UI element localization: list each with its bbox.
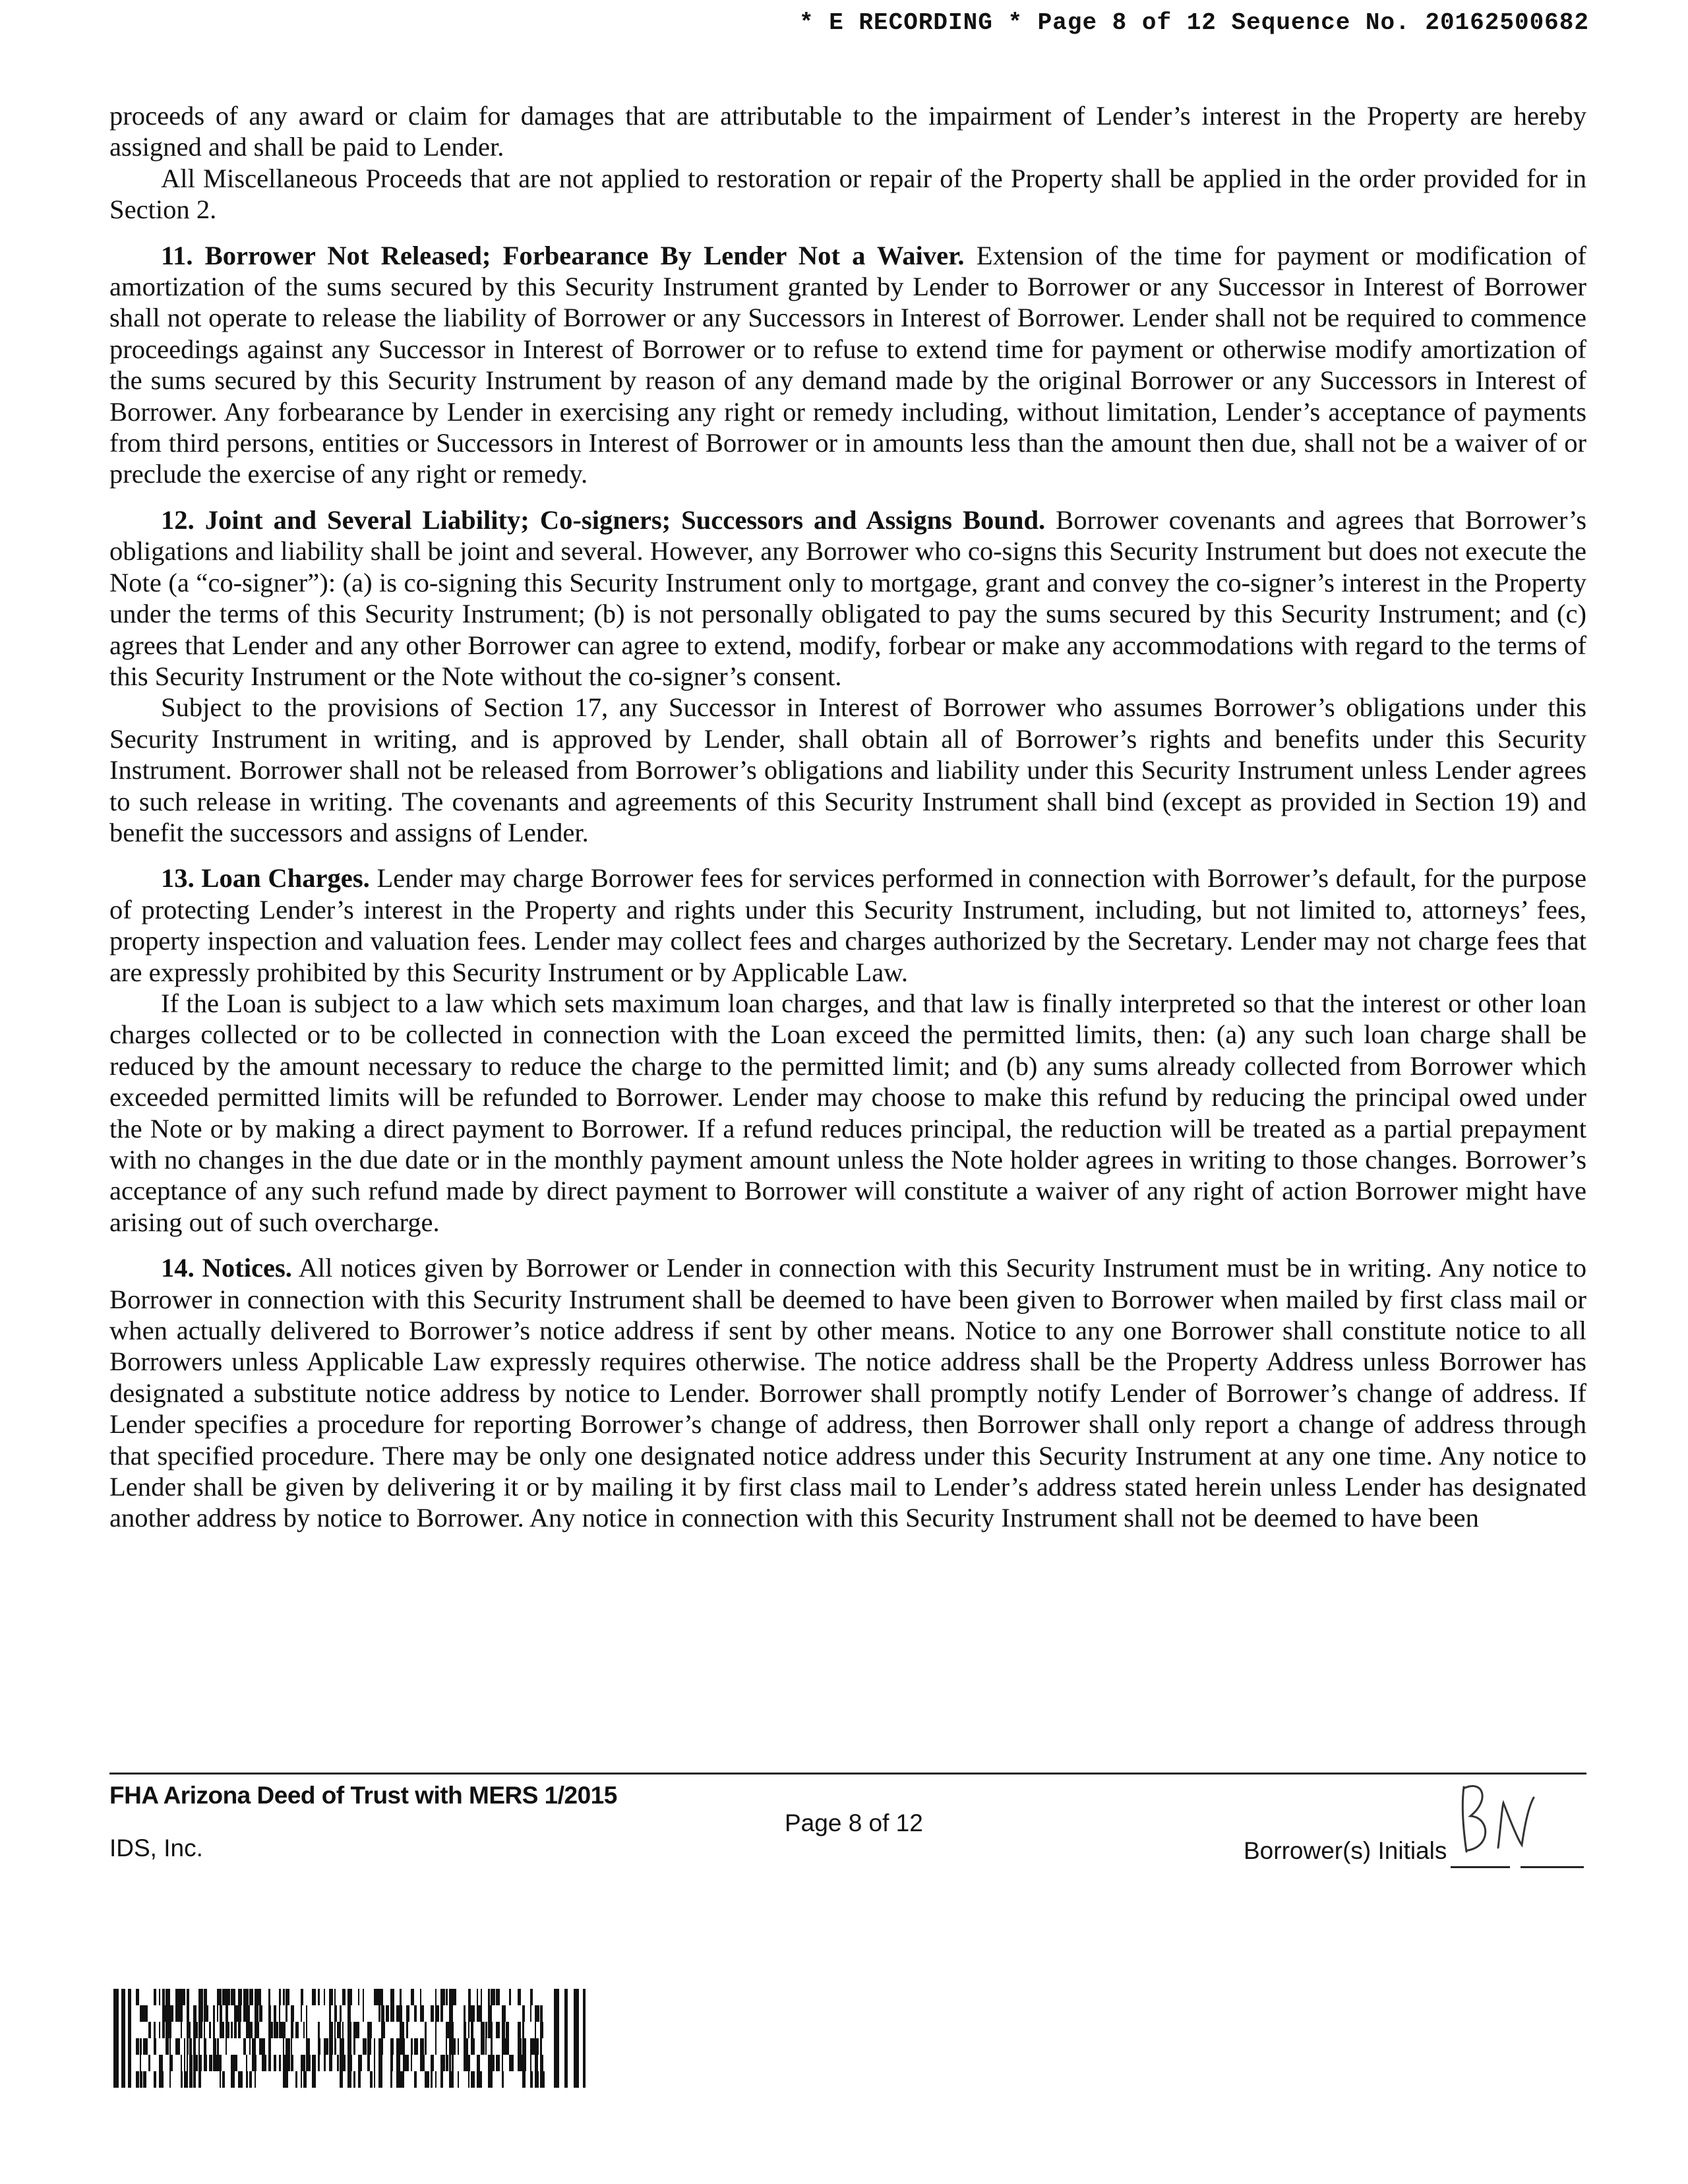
paragraph-misc-proceeds: All Miscellaneous Proceeds that are not applied to restoration or repair of the Property shall be applied in the order provided for in Section 2. (109, 163, 1586, 225)
section-11 (109, 240, 1586, 490)
company-name: IDS, Inc. (109, 1835, 203, 1862)
initials-label: Borrower(s) Initials (1244, 1837, 1447, 1864)
recording-stamp: * E RECORDING * Page 8 of 12 Sequence No. 20162500682 (799, 9, 1589, 36)
form-title: FHA Arizona Deed of Trust with MERS 1/2015 (109, 1782, 617, 1809)
initials-line-1 (1451, 1866, 1510, 1868)
document-body (109, 100, 1586, 1534)
section-12-paragraph-2: Subject to the provisions of Section 17, any Successor in Interest of Borrower who assumes Borrower’s obligations under this Security Instrument in writing, and is approved by Lender, shall obtain all of Borrower’s rights and benefits under this Security Instrument. Borrower shall not be released from Borrower’s obligations and liability under this Security Instrument unless Lender agrees to such release in writing. The covenants and agreements of this Security Instrument shall bind (except as provided in Section 19) and benefit the successors and assigns of Lender. (109, 692, 1586, 847)
initials-signature (1444, 1774, 1550, 1866)
section-11-text: Extension of the time for payment or modification of amortization of the sums secured by this Security Instrument granted by Lender to Borrower or any Successor in Interest of Borrower shall not operate to release the liability of Borrower or any Successors in Interest of Borrower. Lender shall not be required to commence proceedings against any Successor in Interest of Borrower or to refuse to extend time for payment or otherwise modify amortization of the sums secured by this Security Instrument by reason of any demand made by the original Borrower or any Successors in Interest of Borrower. Any forbearance by Lender in exercising any right or remedy including, without limitation, Lender’s acceptance of payments from third persons, entities or Successors in Interest of Borrower or in amounts less than the amount then due, shall not be a waiver of or preclude the exercise of any right or remedy. (109, 240, 1586, 489)
section-11-heading: 11. Borrower Not Released; Forbearance By Lender Not a Waiver. (161, 240, 965, 270)
section-13-paragraph-2: If the Loan is subject to a law which sets maximum loan charges, and that law is finally interpreted so that the interest or other loan charges collected or to be collected in connection with the Loan exceed the permitted limits, then: (a) any such loan charge shall be reduced by the amount necessary to reduce the charge to the permitted limit; and (b) any sums already collected from Borrower which exceeded permitted limits will be refunded to Borrower. Lender may choose to make this refund by reducing the principal owed under the Note or by making a direct payment to Borrower. If a refund reduces principal, the reduction will be treated as a partial prepayment with no changes in the due date or in the monthly payment amount unless the Note holder agrees in writing to those changes. Borrower’s acceptance of any such refund made by direct payment to Borrower will constitute a waiver of any right of action Borrower might have arising out of such overcharge. (109, 988, 1586, 1237)
section-12-text: Borrower covenants and agrees that Borrower’s obligations and liability shall be joint and several. However, any Borrower who co-signs this Security Instrument but does not execute the Note (a “co-signer”): (a) is co-signing this Security Instrument only to mortgage, grant and convey the co-signer’s interest in the Property under the terms of this Security Instrument; (b) is not personally obligated to pay the sums secured by this Security Instrument; and (c) agrees that Lender and any other Borrower can agree to extend, modify, forbear or make any accommodations with regard to the terms of this Security Instrument or the Note without the co-signer’s consent. (109, 504, 1586, 691)
footer-divider (109, 1773, 1586, 1774)
section-13 (109, 863, 1586, 988)
section-14-heading: 14. Notices. (161, 1253, 292, 1283)
section-13-heading: 13. Loan Charges. (161, 863, 370, 894)
paragraph-proceeds: proceeds of any award or claim for damages that are attributable to the impairment of Lender’s interest in the Property are hereby assigned and shall be paid to Lender. (109, 101, 1586, 162)
initials-line-2 (1521, 1866, 1584, 1868)
section-12-heading: 12. Joint and Several Liability; Co-signers; Successors and Assigns Bound. (161, 504, 1046, 535)
page-number: Page 8 of 12 (785, 1809, 923, 1836)
section-12 (109, 504, 1586, 692)
section-13-text: Lender may charge Borrower fees for services performed in connection with Borrower’s default, for the purpose of protecting Lender’s interest in the Property and rights under this Security Instrument, including, but not limited to, attorneys’ fees, property inspection and valuation fees. Lender may collect fees and charges authorized by the Secretary. Lender may not charge fees that are expressly prohibited by this Security Instrument or by Applicable Law. (109, 863, 1586, 987)
document-barcode (113, 1989, 588, 2088)
section-14 (109, 1252, 1586, 1534)
section-14-text: All notices given by Borrower or Lender in connection with this Security Instrument must be in writing. Any notice to Borrower in connection with this Security Instrument shall be deemed to have been given to Borrower when mailed by first class mail or when actually delivered to Borrower’s notice address if sent by other means. Notice to any one Borrower shall constitute notice to all Borrowers unless Applicable Law expressly requires otherwise. The notice address shall be the Property Address unless Borrower has designated a substitute notice address by notice to Lender. Borrower shall promptly notify Lender of Borrower’s change of address. If Lender specifies a procedure for reporting Borrower’s change of address, then Borrower shall only report a change of address through that specified procedure. There may be only one designated notice address under this Security Instrument at any one time. Any notice to Lender shall be given by delivering it or by mailing it by first class mail to Lender’s address stated herein unless Lender has designated another address by notice to Borrower. Any notice in connection with this Security Instrument shall not be deemed to have been (109, 1253, 1586, 1533)
